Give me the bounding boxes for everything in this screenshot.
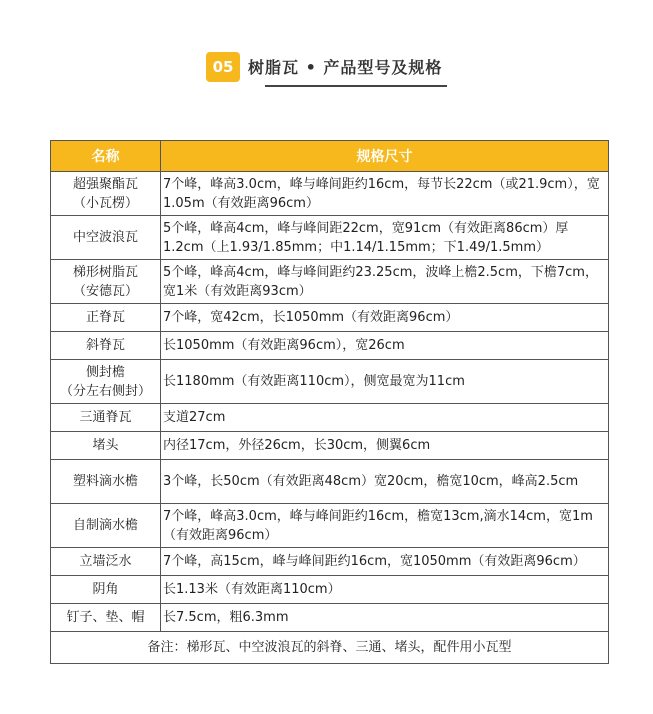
table-row	[51, 604, 609, 632]
product-spec-cell: 5个峰，峰高4cm，峰与峰间距22cm，宽91cm（有效距离86cm）厚1.2cm（上1.93/1.85mm；中1.14/1.15mm；下1.49/1.5mm）	[161, 216, 609, 260]
spec-table	[50, 140, 609, 664]
table-row	[51, 332, 609, 360]
product-name-cell: 钉子、垫、帽	[51, 604, 161, 632]
product-spec-cell: 7个峰，峰高3.0cm，峰与峰间距约16cm，檐宽13cm,滴水14cm，宽1m（有效距离96cm）	[161, 504, 609, 548]
table-row	[51, 404, 609, 432]
product-name-cell: 超强聚酯瓦 （小瓦楞）	[51, 172, 161, 216]
product-spec-cell: 3个峰，长50cm（有效距离48cm）宽20cm，檐宽10cm，峰高2.5cm	[161, 460, 609, 504]
table-row	[51, 304, 609, 332]
note-text: 备注：梯形瓦、中空波浪瓦的斜脊、三通、堵头，配件用小瓦型	[51, 632, 609, 664]
table-row	[51, 460, 609, 504]
product-spec-cell: 支道27cm	[161, 404, 609, 432]
section-heading	[206, 52, 442, 82]
product-name-cell: 斜脊瓦	[51, 332, 161, 360]
table-header-row	[51, 141, 609, 172]
note-row	[51, 632, 609, 664]
product-name-cell: 中空波浪瓦	[51, 216, 161, 260]
product-spec-cell: 长1050mm（有效距离96cm），宽26cm	[161, 332, 609, 360]
product-name-cell: 自制滴水檐	[51, 504, 161, 548]
header-spec: 规格尺寸	[161, 141, 609, 172]
section-number-badge: 05	[206, 52, 240, 82]
table-row	[51, 576, 609, 604]
header-name: 名称	[51, 141, 161, 172]
product-spec-cell: 长1.13米（有效距离110cm）	[161, 576, 609, 604]
table-row	[51, 172, 609, 216]
table-row	[51, 216, 609, 260]
product-name-cell: 梯形树脂瓦 （安德瓦）	[51, 260, 161, 304]
product-spec-cell: 内径17cm，外径26cm，长30cm，侧翼6cm	[161, 432, 609, 460]
product-spec-cell: 长1180mm（有效距离110cm），侧宽最宽为11cm	[161, 360, 609, 404]
product-name-cell: 阴角	[51, 576, 161, 604]
table-body	[51, 172, 609, 664]
product-spec-cell: 7个峰，宽42cm，长1050mm（有效距离96cm）	[161, 304, 609, 332]
table-row	[51, 548, 609, 576]
product-name-cell: 侧封檐 （分左右侧封）	[51, 360, 161, 404]
product-spec-cell: 7个峰，峰高3.0cm，峰与峰间距约16cm，每节长22cm（或21.9cm），宽1.05m（有效距离96cm）	[161, 172, 609, 216]
product-spec-cell: 5个峰，峰高4cm，峰与峰间距约23.25cm，波峰上檐2.5cm，下檐7cm，宽1米（有效距离93cm）	[161, 260, 609, 304]
product-name-cell: 堵头	[51, 432, 161, 460]
product-name-cell: 塑料滴水檐	[51, 460, 161, 504]
product-name-cell: 立墙泛水	[51, 548, 161, 576]
title-underline	[265, 85, 447, 87]
product-name-cell: 正脊瓦	[51, 304, 161, 332]
section-title: 树脂瓦 • 产品型号及规格	[248, 57, 443, 77]
product-spec-cell: 7个峰，高15cm，峰与峰间距约16cm，宽1050mm（有效距离96cm）	[161, 548, 609, 576]
table-row	[51, 260, 609, 304]
table-row	[51, 504, 609, 548]
table-row	[51, 360, 609, 404]
table-row	[51, 432, 609, 460]
product-name-cell: 三通脊瓦	[51, 404, 161, 432]
product-spec-cell: 长7.5cm，粗6.3mm	[161, 604, 609, 632]
